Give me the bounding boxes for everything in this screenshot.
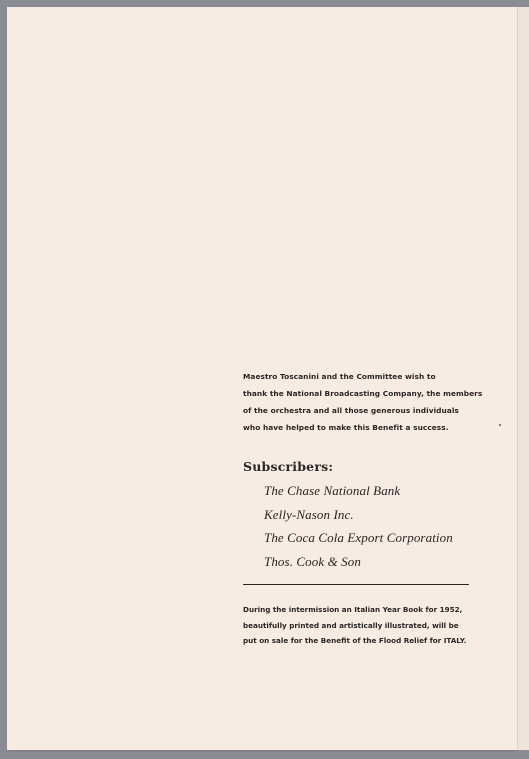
intermission-paragraph [243,602,483,649]
intermission-line: During the intermission an Italian Year Book for 1952, [243,605,463,614]
thanks-line: thank the National Broadcasting Company, the members [243,389,483,398]
thanks-line: Maestro Toscanini and the Committee wish to [243,372,436,381]
intermission-line: beautifully printed and artistically illustrated, will be [243,620,459,630]
page-edge [517,7,529,750]
thanks-paragraph [243,368,483,436]
subscribers-list [264,482,453,577]
paper-speck [499,424,501,426]
subscriber-item: The Coca Cola Export Corporation [264,530,453,546]
subscribers-heading: Subscribers: [243,459,334,474]
subscriber-item: Kelly-Nason Inc. [264,506,354,522]
intermission-line: put on sale for the Benefit of the Flood Relief for ITALY. [243,636,467,645]
subscriber-item: The Chase National Bank [264,483,401,498]
thanks-line: of the orchestra and all those generous individuals [243,406,459,415]
section-divider [243,584,469,585]
thanks-line: who have helped to make this Benefit a success. [243,423,449,432]
subscriber-item: Thos. Cook & Son [264,554,361,570]
